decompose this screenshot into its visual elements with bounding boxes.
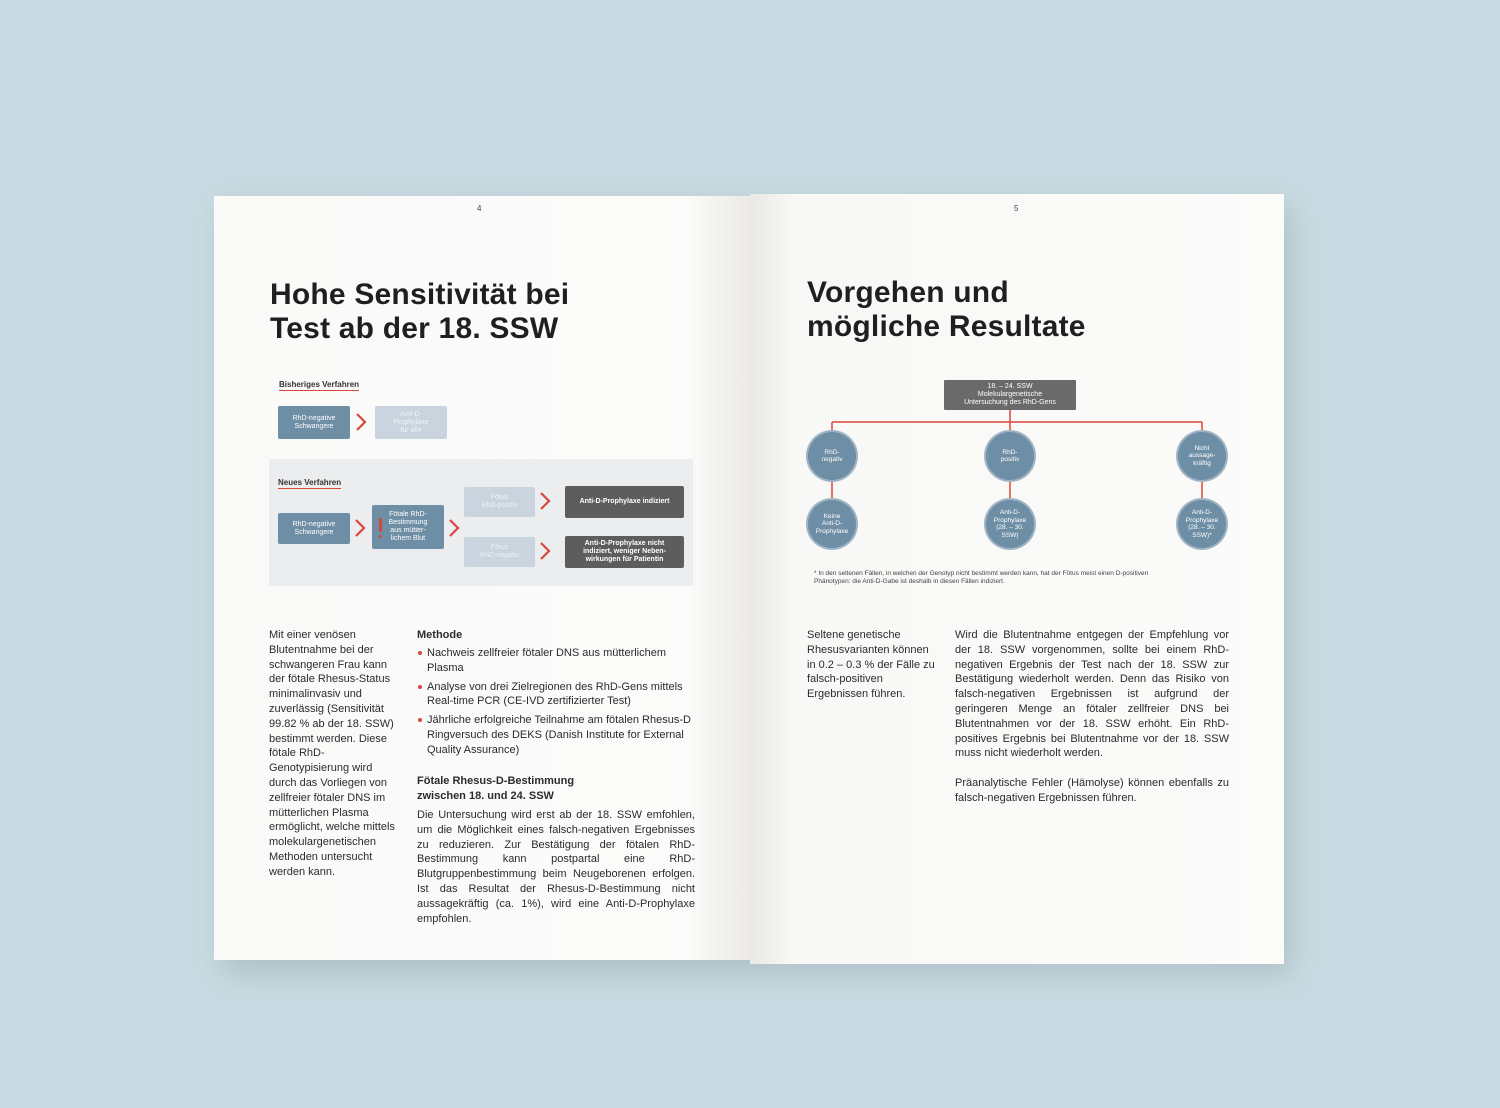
new-procedure-label: Neues Verfahren (278, 478, 342, 487)
fetal-text: Die Untersuchung wird erst ab der 18. SSW emfohlen, um die Möglichkeit eines falsch-negativen Ergebnisses zu reduzieren. Zur Bestätigung der fötalen RhD-Bestimmung kann postpartal eine RhD-Blutgruppenbestimmung beim Neugeborenen erfolgen. Ist das Resultat der Rhesus-D-Bestimmung nicht aussagekräftig (ca. 1%), wird eine Anti-D-Prophylaxe empfohlen. (417, 809, 695, 925)
left-headline (270, 278, 569, 346)
right-headline-line-2: mögliche Resultate (807, 310, 1086, 343)
circle-rhd-positive-label: RhD- positiv (1000, 448, 1020, 463)
box-fetus-positive (464, 487, 535, 517)
exclamation-icon (379, 518, 382, 532)
method-heading: Methode (417, 629, 463, 641)
right-page (750, 194, 1284, 964)
old-box-prophylaxis (375, 406, 447, 439)
method-bullet-2: Analyse von drei Zielregionen des RhD-Gens mittels Real-time PCR (CE-IVD zertifizierter Test) (417, 680, 695, 710)
page-number-left: 4 (477, 204, 482, 213)
old-box-rhd-negative (278, 406, 350, 439)
old-procedure-label: Bisheriges Verfahren (279, 380, 360, 389)
circle-prophylaxis-positive-label: Anti-D- Prophylaxe (28. – 30. SSW) (993, 509, 1027, 539)
chevron-right-icon (539, 491, 551, 511)
box-fetus-negative-label: Fötus RhD-negativ (480, 544, 519, 559)
circle-rhd-negative (808, 432, 856, 480)
page-number-right: 5 (1014, 204, 1019, 213)
fetal-heading: Fötale Rhesus-D-Bestimmung zwischen 18. und 24. SSW (417, 775, 575, 802)
footnote: * In den seltenen Fällen, in welchen der Genotyp nicht bestimmt werden kann, hat der Fötus meist einen D-positiven Phänotypen: die Anti-D-Gabe ist deshalb in diesen Fällen indiziert. (814, 570, 1149, 585)
old-box-prophylaxis-label: Anti-D- Prophylaxe für alle (393, 410, 429, 434)
chevron-right-icon (355, 412, 367, 432)
circle-rhd-negative-label: RhD- negativ (821, 448, 843, 463)
result-prophylaxis-not-indicated-label: Anti-D-Prophylaxe nicht indiziert, weniger Neben- wirkungen für Patientin (583, 540, 666, 563)
box-fetus-positive-label: Fötus RhD-positiv (481, 494, 518, 509)
side-note-text: Seltene genetische Rhesusvarianten können in 0.2 – 0.3 % der Fälle zu falsch-positiven Ergebnissen führen. (807, 629, 935, 701)
intro-column-text: Mit einer venösen Blutentnahme bei der schwangeren Frau kann der fötale Rhesus-Status minimalinvasiv und zuverlässig (Sensitivität 99.82 % ab der 18. SSW) bestimmt werden. Diese fötale RhD-Genotypisierung wird durch das Vorliegen von zellfreier fötaler DNS im mütterlichen Plasma ermöglicht, welche mittels molekulargenetischen Methoden untersucht werden kann. (269, 629, 395, 878)
chevron-right-icon (354, 518, 366, 538)
circle-prophylaxis-positive (986, 500, 1034, 548)
box-fetus-negative (464, 537, 535, 567)
method-bullet-1: Nachweis zellfreier fötaler DNS aus mütterlichem Plasma (417, 646, 695, 676)
exclamation-dot (379, 535, 382, 538)
old-box-rhd-negative-label: RhD-negative Schwangere (292, 414, 336, 430)
chevron-right-icon (539, 541, 551, 561)
left-page (214, 196, 750, 960)
circle-no-prophylaxis-label: Keine Anti-D- Prophylaxe (815, 512, 849, 535)
right-headline-line-1: Vorgehen und (807, 276, 1009, 309)
chevron-right-icon (448, 518, 460, 538)
method-bullet-3: Jährliche erfolgreiche Teilnahme am fötalen Rhesus-D Ringversuch des DEKS (Danish Institute for External Quality Assurance) (417, 713, 695, 757)
circle-inconclusive (1178, 432, 1226, 480)
result-prophylaxis-indicated-label: Anti-D-Prophylaxe indiziert (579, 498, 670, 505)
new-box-fetal-determination (372, 505, 444, 549)
circle-prophylaxis-inconclusive (1178, 500, 1226, 548)
new-box-rhd-negative (278, 513, 350, 544)
result-prophylaxis-indicated (565, 486, 684, 518)
new-box-rhd-negative-label: RhD-negative Schwangere (292, 520, 336, 536)
method-list (417, 646, 695, 762)
tree-top-label: 18. – 24. SSW Molekulargenetische Untersuchung des RhD-Gens (964, 383, 1056, 406)
circle-no-prophylaxis (808, 500, 856, 548)
circle-prophylaxis-inconclusive-label: Anti-D- Prophylaxe (28. – 30. SSW)* (1185, 509, 1219, 539)
left-headline-line-2: Test ab der 18. SSW (270, 312, 559, 345)
circle-inconclusive-label: Nicht aussage- kräftig (1188, 444, 1216, 467)
tree-top-box (944, 380, 1076, 410)
circle-rhd-positive (986, 432, 1034, 480)
main-text: Wird die Blutentnahme entgegen der Empfehlung vor der 18. SSW vorgenommen, sollte bei einem RhD-negativen Ergebnis der Test nach der 18. SSW zur Bestätigung wiederholt werden. Denn das Risiko von falsch-negativen Ergebnissen ist aufgrund der geringeren Menge an fötaler zellfreier DNS bei Blutentnahmen vor der 18. SSW erhöht. Ein RhD-positives Ergebnis bei Blutentnahme vor der 18. SSW muss nicht wiederholt werden. (955, 629, 1229, 760)
left-headline-line-1: Hohe Sensitivität bei (270, 278, 570, 311)
main-text-2: Präanalytische Fehler (Hämolyse) können ebenfalls zu falsch-negativen Ergebnissen führen. (955, 777, 1229, 804)
new-box-fetal-determination-label: Fötale RhD- Bestimmung aus mütter- lichem Blut (388, 511, 428, 542)
result-prophylaxis-not-indicated (565, 536, 684, 568)
